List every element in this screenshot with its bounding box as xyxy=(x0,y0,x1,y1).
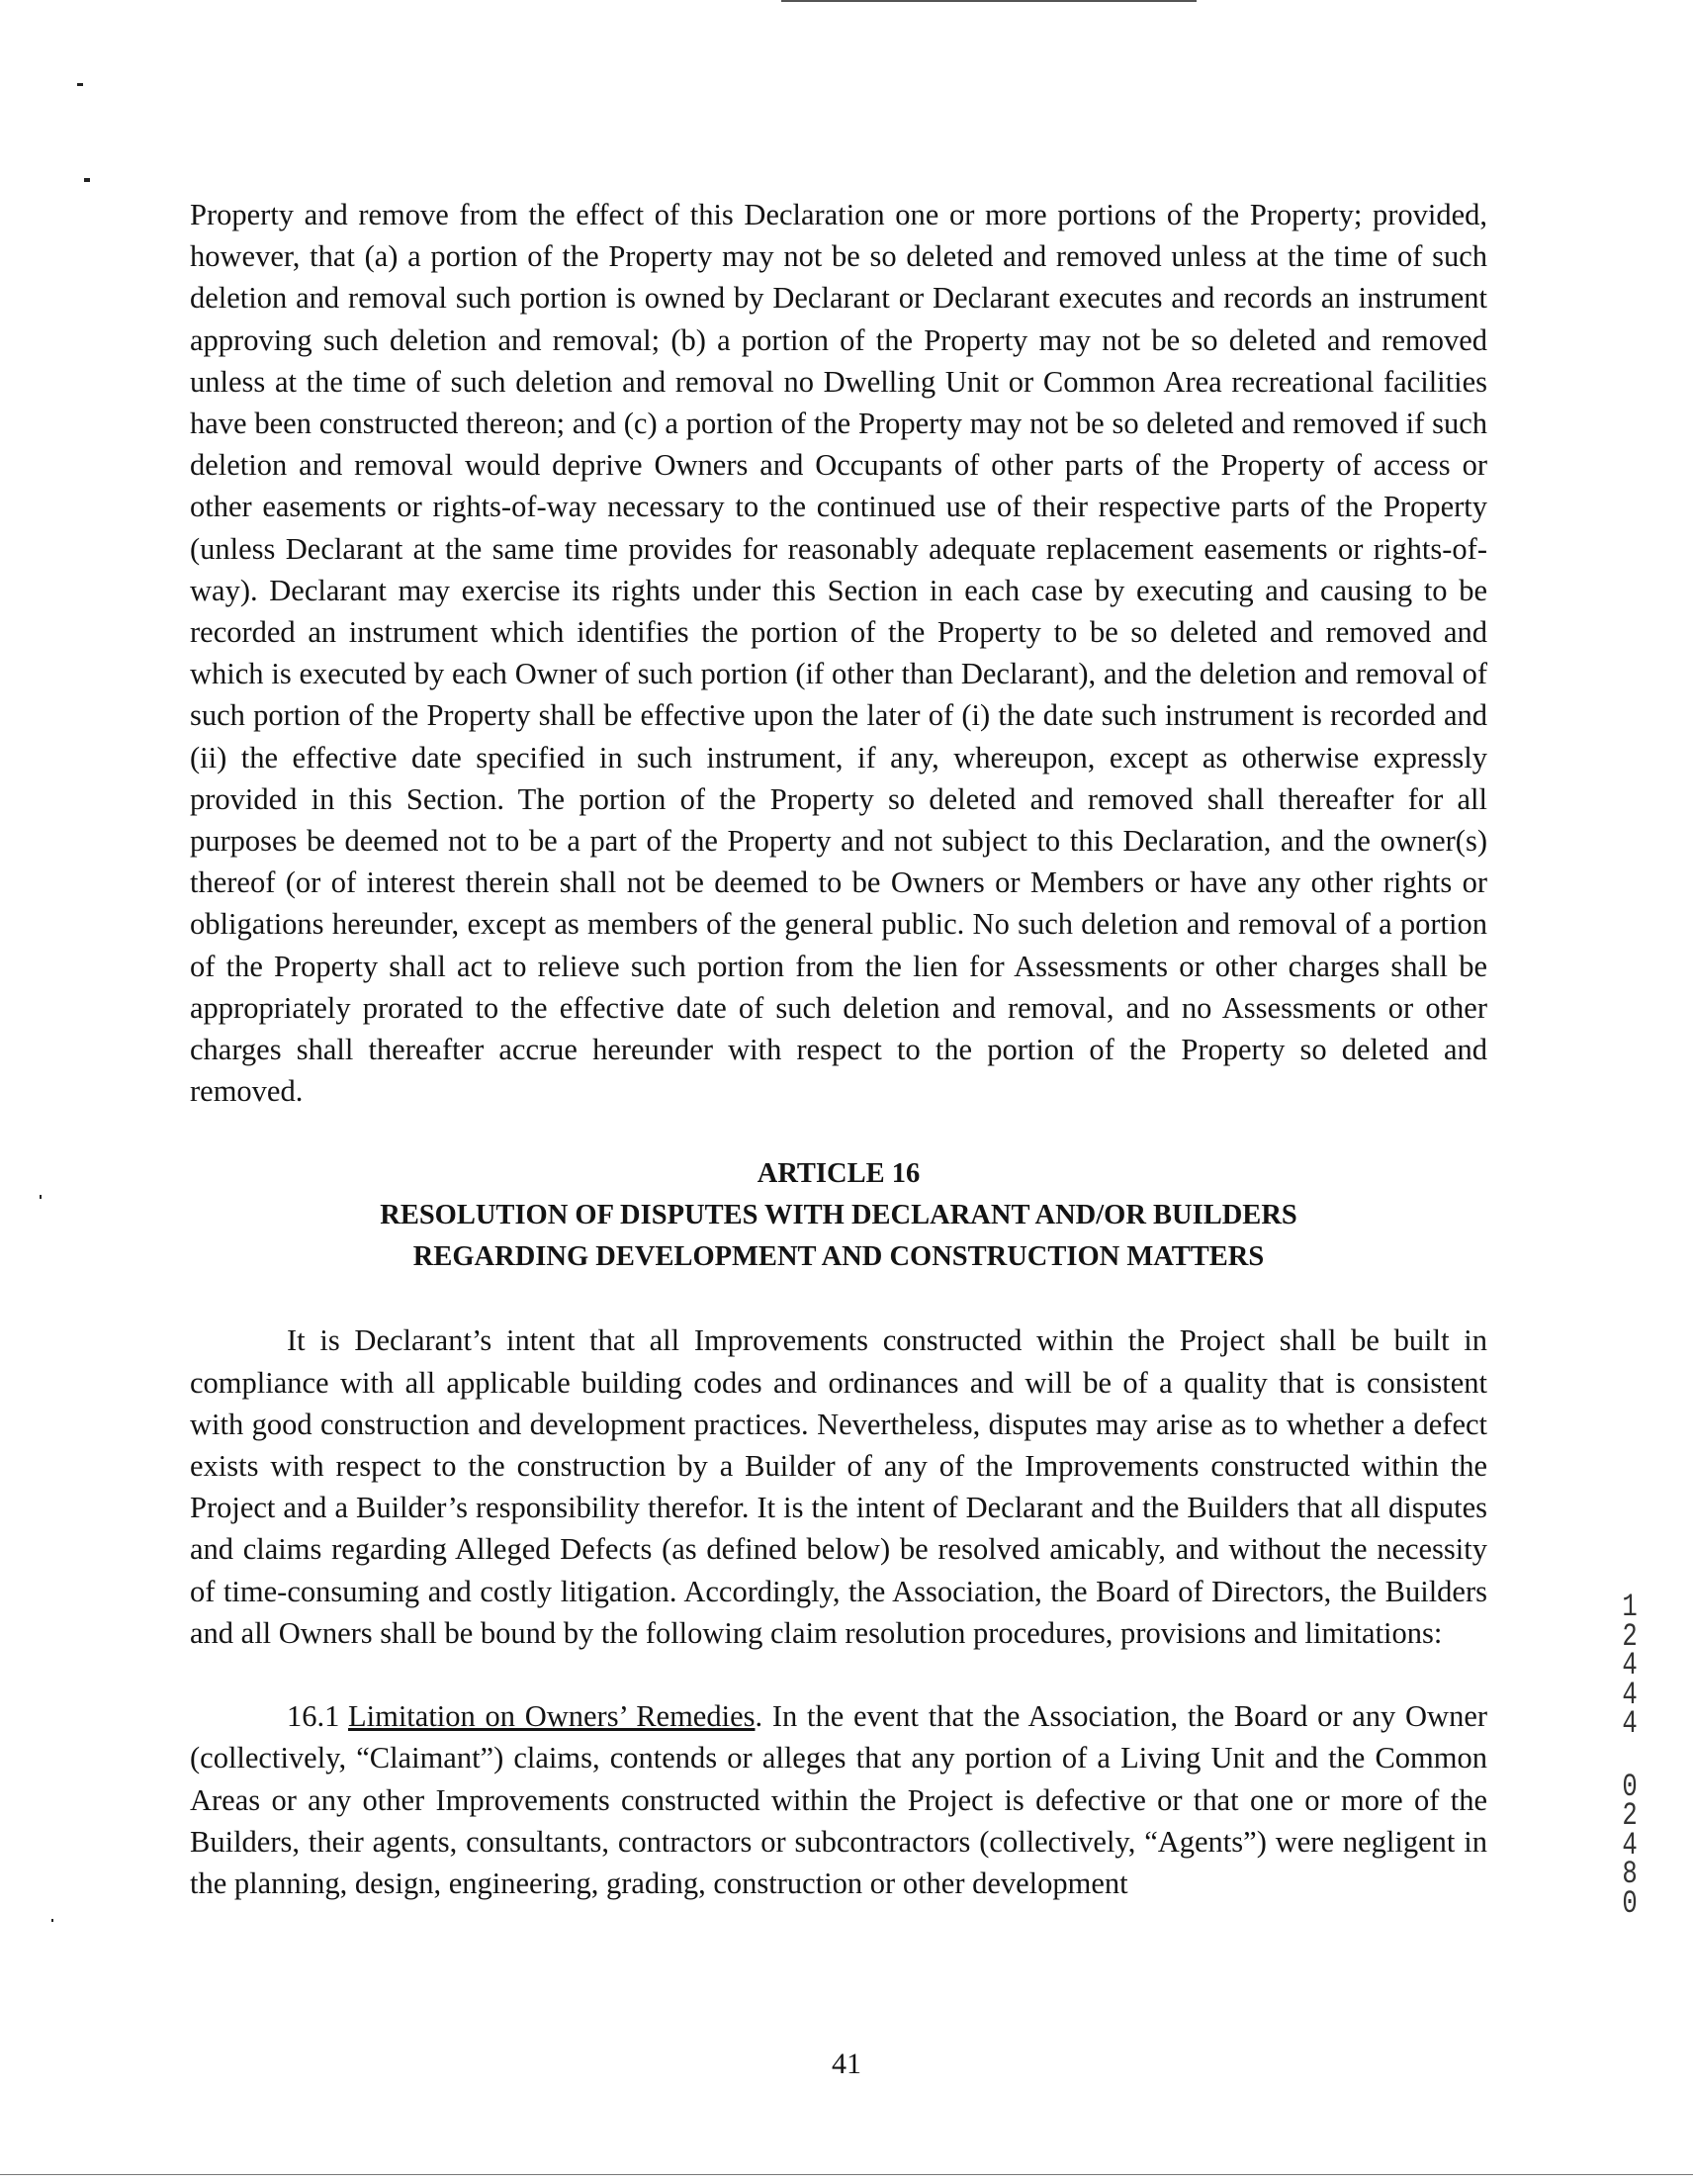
scan-speck xyxy=(84,178,90,182)
document-body xyxy=(190,194,1487,1904)
page-number: 41 xyxy=(832,2048,861,2080)
section-16-1 xyxy=(190,1695,1487,1904)
recording-digit: 4 xyxy=(1622,1647,1638,1684)
article-title-line-2: REGARDING DEVELOPMENT AND CONSTRUCTION MATTERS xyxy=(412,1241,1265,1273)
scan-top-rule xyxy=(781,0,1197,2)
section-text: . In the event that the Association, the Board or any Owner (collectively, “Claimant”) claims, contends or alleges that any portion of a Living Unit and the Common Areas or any other Improvements constructed within the Project is defective or that one or more of the Builders, their agents, consultants, contractors or subcontractors (collectively, “Agents”) were negligent in the planning, design, engineering, grading, construction or other development xyxy=(190,1699,1488,1900)
recording-digit: 4 xyxy=(1622,1826,1638,1864)
recording-digit: 0 xyxy=(1622,1884,1638,1922)
recording-digit: 4 xyxy=(1622,1676,1638,1713)
continuation-paragraph: Property and remove from the effect of this Declaration one or more portions of the Property; provided, however, that (a) a portion of the Property may not be so deleted and removed unless at the time of such deletion and removal such portion is owned by Declarant or Declarant executes and records an instrument approving such deletion and removal; (b) a portion of the Property may not be so deleted and removed unless at the time of such deletion and removal no Dwelling Unit or Common Area recreational facilities have been constructed thereon; and (c) a portion of the Property may not be so deleted and removed if such deletion and removal would deprive Owners and Occupants of other parts of the Property of access or other easements or rights-of-way necessary to the continued use of their respective parts of the Property (unless Declarant at the same time provides for reasonably adequate replacement easements or rights-of-way). Declarant may exercise its rights under this Section in each case by executing and causing to be recorded an instrument which identifies the portion of the Property to be so deleted and removed and which is executed by each Owner of such portion (if other than Declarant), and the deletion and removal of such portion of the Property shall be effective upon the later of (i) the date such instrument is recorded and (ii) the effective date specified in such instrument, if any, whereupon, except as otherwise expressly provided in this Section. The portion of the Property so deleted and removed shall thereafter for all purposes be deemed not to be a part of the Property and not subject to this Declaration, and the owner(s) thereof (or of interest therein shall not be deemed to be Owners or Members or have any other rights or obligations hereunder, except as members of the general public. No such deletion and removal of a portion of the Property shall act to relieve such portion from the lien for Assessments or other charges shall be appropriately prorated to the effective date of such deletion and removal, and no Assessments or other charges shall thereafter accrue hereunder with respect to the portion of the Property so deleted and removed. xyxy=(190,198,1487,1109)
section-title: Limitation on Owners’ Remedies xyxy=(348,1699,756,1734)
recording-number xyxy=(1614,1589,1646,1922)
recording-digit: 1 xyxy=(1622,1589,1638,1625)
recording-number-gap xyxy=(1614,1739,1646,1773)
scan-speck xyxy=(40,1195,42,1199)
article-heading xyxy=(190,1153,1487,1278)
scan-speck xyxy=(77,83,83,86)
scan-bottom-rule xyxy=(0,2174,1693,2175)
recording-digit: 4 xyxy=(1622,1705,1638,1742)
article-number: ARTICLE 16 xyxy=(757,1158,921,1190)
scan-speck xyxy=(51,1919,53,1922)
recording-digit: 0 xyxy=(1622,1768,1638,1805)
recording-digit: 2 xyxy=(1622,1617,1638,1655)
recording-digit: 2 xyxy=(1622,1797,1638,1834)
article-title-line-1: RESOLUTION OF DISPUTES WITH DECLARANT AND/OR BUILDERS xyxy=(380,1200,1297,1231)
section-number: 16.1 xyxy=(287,1699,340,1734)
recording-digit: 8 xyxy=(1622,1856,1638,1892)
intro-paragraph: It is Declarant’s intent that all Improvements constructed within the Project shall be built in compliance with all applicable building codes and ordinances and will be of a quality that is consistent with good construction and development practices. Nevertheless, disputes may arise as to whether a defect exists with respect to the construction by a Builder of any of the Improvements constructed within the Project and a Builder’s responsibility therefor. It is the intent of Declarant and the Builders that all disputes and claims regarding Alleged Defects (as defined below) be resolved amicably, and without the necessity of time-consuming and costly litigation. Accordingly, the Association, the Board of Directors, the Builders and all Owners shall be bound by the following claim resolution procedures, provisions and limitations: xyxy=(190,1323,1487,1650)
